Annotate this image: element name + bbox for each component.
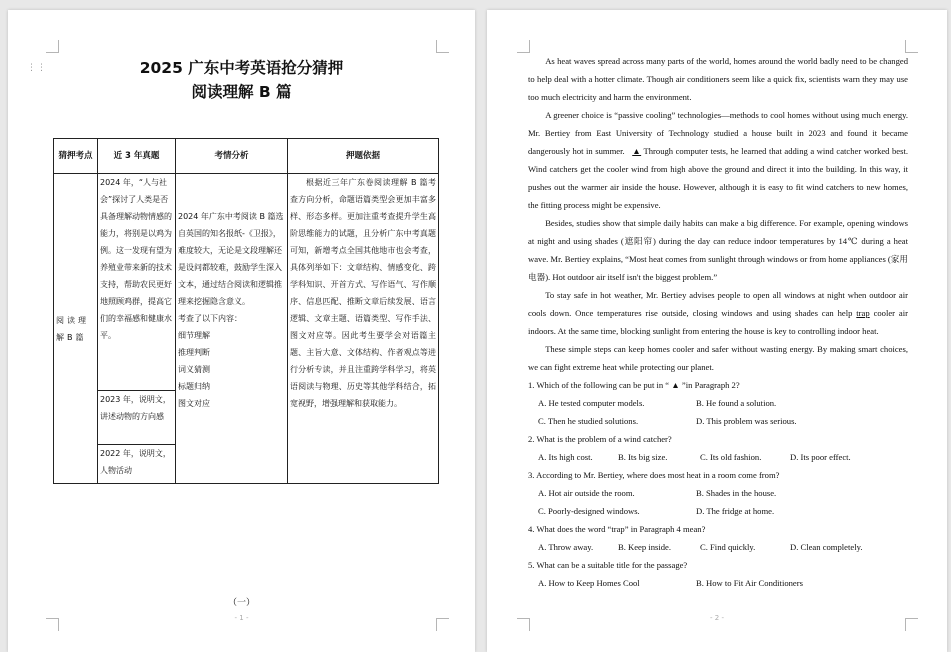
passage-paragraph: These simple steps can keep homes cooler and safer without wasting energy. By making smart choices, we can fight extreme heat while protecting our planet. bbox=[528, 344, 908, 372]
year-cell-2024 bbox=[98, 174, 176, 391]
passage-paragraph: As heat waves spread across many parts of the world, homes around the world badly need to be changed to help deal with a hotter climate. Though air conditioners seem like a quick fix, scientists warn they may use too much electricity and harm the environment. bbox=[528, 56, 908, 102]
option-row bbox=[528, 412, 908, 430]
section-label: （一） bbox=[227, 598, 255, 608]
analysis-list-item: 图文对应 bbox=[178, 399, 210, 408]
answer-option: C. Find quickly. bbox=[700, 542, 756, 552]
option-row bbox=[528, 538, 908, 556]
answer-option: D. The fridge at home. bbox=[696, 506, 775, 516]
answer-option: B. Keep inside. bbox=[618, 542, 671, 552]
option-row bbox=[528, 574, 908, 592]
year-text: 2023 年，说明文，讲述动物的方向感 bbox=[100, 395, 171, 421]
question-text: 3. According to Mr. Bertiey, where does most heat in a room come from? bbox=[528, 470, 780, 480]
answer-option: D. Clean completely. bbox=[790, 542, 863, 552]
year-cell-2023 bbox=[98, 391, 176, 445]
blank-marker: ▲ bbox=[632, 146, 642, 156]
answer-option: A. Its high cost. bbox=[538, 452, 593, 462]
passage-paragraph: Besides, studies show that simple daily habits can make a big difference. For example, opening windows at night and using shades (遮阳帘) during the day can reduce indoor temperatures by 14℃ during a heat wave. Mr. Bertiey explains, “Most heat comes from sunlight through windows or from home appliances (家用电器). Hot outdoor air itself isn't the biggest problem.” bbox=[528, 218, 908, 282]
exam-analysis-table bbox=[53, 138, 439, 484]
analysis-list-item: 词义猜测 bbox=[178, 365, 210, 374]
answer-option: A. How to Keep Homes Cool bbox=[538, 578, 640, 588]
exam-point-cell bbox=[54, 174, 98, 484]
year-text: 2022 年，说明文，人物活动 bbox=[100, 449, 171, 475]
margin-corner-mark bbox=[46, 40, 59, 53]
table-row bbox=[54, 174, 439, 391]
question-block bbox=[528, 376, 908, 592]
basis-cell bbox=[288, 174, 439, 484]
header-cell: 押题依据 bbox=[288, 139, 439, 174]
page-number: - 1 - bbox=[234, 614, 249, 622]
answer-option: C. Its old fashion. bbox=[700, 452, 762, 462]
option-row bbox=[528, 484, 908, 502]
answer-option: D. This problem was serious. bbox=[696, 416, 797, 426]
option-row bbox=[528, 448, 908, 466]
option-row bbox=[528, 502, 908, 520]
passage-text: Through computer tests, he learned that adding a wind catcher worked best. Wind catchers get the cooler wind from high above the ground and direct it into the building. In this way, it pushes out the warmer air inside the house. However, although it is easy to fit wind catchers to new homes, the fitting process might be expensive. bbox=[528, 146, 908, 210]
passage-text: cooler air indoors. At the same time, blocking sunlight from entering the house is key to controlling indoor heat. bbox=[528, 308, 908, 336]
answer-option: B. Shades in the house. bbox=[696, 488, 777, 498]
answer-option: B. He found a solution. bbox=[696, 398, 777, 408]
table-drag-handle-icon[interactable]: ⋮⋮ bbox=[27, 63, 47, 73]
answer-option: A. Hot air outside the room. bbox=[538, 488, 635, 498]
header-cell: 猜押考点 bbox=[54, 139, 98, 174]
question-text: 2. What is the problem of a wind catcher? bbox=[528, 434, 672, 444]
passage-text: To stay safe in hot weather, Mr. Bertiey advises people to open all windows at night when outdoor air cools down. Once temperatures rise outside, closing windows and using shades can help bbox=[528, 290, 908, 318]
table-header-row bbox=[54, 139, 439, 174]
page-number: - 2 - bbox=[710, 614, 724, 622]
question-text: 4. What does the word “trap” in Paragraph 4 mean? bbox=[528, 524, 706, 534]
answer-option: B. Its big size. bbox=[618, 452, 668, 462]
analysis-text: 2024 年广东中考阅读 B 篇选自英国的知名报纸-《卫报》，难度较大，无论是文段理解还是设问都较难，鼓励学生深入文本，通过结合阅读和逻辑推理来挖掘隐含意义。 bbox=[178, 212, 284, 306]
underlined-word: trap bbox=[856, 308, 870, 318]
passage-text: A greener choice is “passive cooling” technologies—methods to cool homes without using much energy. Mr. Bertiey from East University of Technology studied a house built in 2023 and found it became dangerously hot in summer. bbox=[528, 110, 908, 156]
question-text: 1. Which of the following can be put in “ ▲ ”in Paragraph 2? bbox=[528, 380, 740, 390]
exam-point-text: 阅读理解B篇 bbox=[56, 315, 89, 342]
answer-option: A. He tested computer models. bbox=[538, 398, 645, 408]
answer-option: C. Then he studied solutions. bbox=[538, 416, 639, 426]
answer-option: C. Poorly-designed windows. bbox=[538, 506, 640, 516]
document-page-2 bbox=[487, 10, 947, 652]
analysis-list-item: 推理判断 bbox=[178, 348, 210, 357]
year-text: 2024 年，“人与社会”探讨了人类是否具备理解动物情感的能力，将别是以鸡为例。这一发现有望为养殖业带来新的技术支持，帮助农民更好地照顾鸡群，提高它们的幸福感和健康水平。 bbox=[100, 178, 172, 340]
year-cell-2022 bbox=[98, 445, 176, 484]
answer-option: A. Throw away. bbox=[538, 542, 594, 552]
reading-passage bbox=[528, 52, 908, 592]
answer-option: B. How to Fit Air Conditioners bbox=[696, 578, 803, 588]
analysis-cell bbox=[176, 174, 288, 484]
passage-paragraph bbox=[528, 106, 908, 214]
analysis-list-item: 细节理解 bbox=[178, 331, 210, 340]
header-cell: 考情分析 bbox=[176, 139, 288, 174]
basis-text: 根据近三年广东卷阅读理解 B 篇考查方向分析，命题语篇类型会更加丰富多样、形态多样。更加注重考查提升学生高阶思维能力的试题，且分析广东中考真题可知，新增考点全国其他地市也会考查，具体列举如下：文章结构、情感变化、跨学科知识、开首方式、写作语气、写作顺序、信息匹配、推断文章后续发展、语言逻辑、文章主题、语篇类型、写作手法、图文对应等。因此考生要学会对语篇主题、主旨大意、文体结构、作者观点等进行分析专读，并且注重跨学科学习，将英语阅读与物理、历史等其他学科结合，拓宽视野，增强理解和获取能力。 bbox=[290, 178, 436, 408]
header-cell: 近 3 年真题 bbox=[98, 139, 176, 174]
answer-option: D. Its poor effect. bbox=[790, 452, 851, 462]
question-text: 5. What can be a suitable title for the passage? bbox=[528, 560, 688, 570]
page-subtitle: 阅读理解 B 篇 bbox=[191, 83, 292, 101]
analysis-list-item: 标题归纳 bbox=[178, 382, 210, 391]
passage-paragraph bbox=[528, 286, 908, 340]
option-row bbox=[528, 394, 908, 412]
margin-corner-mark bbox=[436, 40, 449, 53]
page-title: 2025 广东中考英语抢分猜押 bbox=[139, 59, 344, 77]
document-page-1 bbox=[8, 10, 475, 652]
analysis-text: 考查了以下内容： bbox=[178, 314, 242, 323]
